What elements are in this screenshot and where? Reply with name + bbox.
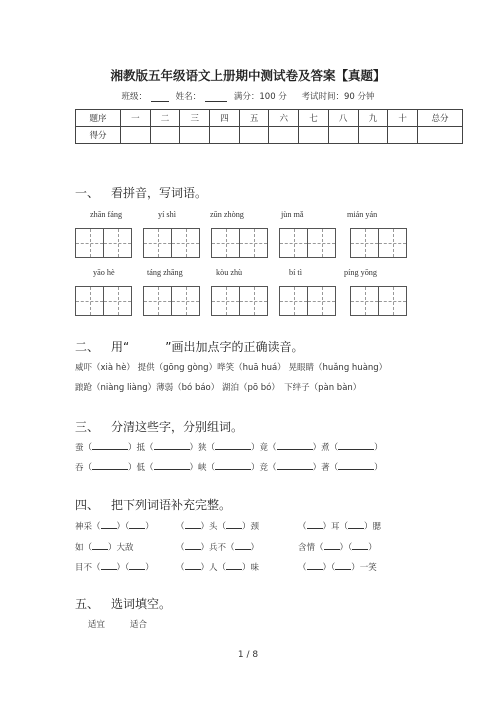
pinyin-label: yāo hè: [93, 268, 115, 277]
pinyin-label: bí tì: [289, 268, 302, 277]
idiom-item: [176, 561, 259, 573]
answer-blank[interactable]: [101, 520, 117, 529]
score-cell[interactable]: [388, 127, 418, 144]
section-number: 二、: [75, 340, 100, 354]
idiom-text: ）味: [242, 563, 260, 573]
idiom-text: ）耳（: [322, 522, 349, 532]
answer-blank[interactable]: [92, 461, 128, 470]
idiom-item: [298, 561, 377, 573]
char-prompt: ）煮（: [312, 443, 339, 453]
pinyin-label: zūn zhòng: [210, 210, 244, 219]
idiom-text: （: [176, 522, 185, 532]
header-cell: 七: [299, 110, 329, 127]
writing-grid[interactable]: [143, 228, 200, 258]
score-table: [75, 109, 463, 144]
char-prompt: ）狭（: [189, 443, 216, 453]
idiom-item: [75, 561, 154, 573]
name-blank[interactable]: [205, 92, 227, 102]
answer-blank[interactable]: [154, 461, 190, 470]
answer-blank[interactable]: [307, 520, 323, 529]
pinyin-label: táng zhāng: [147, 268, 183, 277]
answer-blank[interactable]: [235, 541, 251, 550]
answer-blank[interactable]: [277, 441, 313, 450]
class-blank[interactable]: [151, 92, 169, 102]
page-title: 湘教版五年级语文上册期中测试卷及答案【真题】: [110, 68, 386, 83]
score-cell[interactable]: [180, 127, 210, 144]
word-group-line-2: [75, 461, 383, 473]
idiom-text: ）: [145, 522, 154, 532]
idiom-text: （: [298, 522, 307, 532]
section-title: 分清这些字，分别组词。: [111, 420, 244, 434]
score-cell[interactable]: [239, 127, 269, 144]
word-group-line-1: [75, 441, 383, 453]
exam-info: [0, 90, 496, 102]
idiom-text: ）人（: [200, 563, 227, 573]
char-prompt: ）: [374, 463, 383, 473]
idiom-text: ）腮: [364, 522, 382, 532]
score-cell[interactable]: [121, 127, 151, 144]
idiom-item: [176, 541, 259, 553]
section-1-heading: [75, 184, 207, 201]
page-number: 1 / 8: [237, 650, 259, 660]
section-5-heading: [75, 595, 171, 612]
char-prompt: ）抵（: [128, 443, 154, 453]
pinyin-label: yí shì: [158, 210, 176, 219]
answer-blank[interactable]: [338, 441, 374, 450]
char-prompt: ）低（: [128, 463, 154, 473]
idiom-text: ）: [250, 543, 260, 553]
answer-blank[interactable]: [277, 461, 313, 470]
header-cell: 六: [269, 110, 299, 127]
answer-blank[interactable]: [307, 561, 323, 570]
section-title: 选词填空。: [111, 597, 172, 611]
word-choice-2: 适合: [130, 620, 148, 630]
idiom-text: 含情（: [298, 543, 324, 553]
idiom-text: （: [176, 543, 185, 553]
idiom-item: [298, 541, 377, 553]
score-label: 满分：100 分: [233, 92, 287, 102]
score-cell[interactable]: [150, 127, 180, 144]
idiom-text: ）: [368, 543, 377, 553]
header-cell: 九: [358, 110, 388, 127]
idiom-text: ）颈: [242, 522, 260, 532]
answer-blank[interactable]: [338, 461, 374, 470]
char-prompt: ）竞（: [251, 463, 277, 473]
answer-blank[interactable]: [352, 541, 368, 550]
writing-grid[interactable]: [143, 286, 200, 316]
idiom-text: 目不（: [75, 563, 101, 573]
idiom-text: ）（: [116, 522, 130, 532]
writing-grid[interactable]: [75, 228, 132, 258]
pinyin-label: jùn mǎ: [281, 210, 304, 219]
header-cell: 一: [121, 110, 151, 127]
idiom-text: ）大敌: [108, 543, 134, 553]
score-table-row: [76, 127, 463, 144]
writing-grid[interactable]: [279, 228, 336, 258]
header-cell: 十: [388, 110, 418, 127]
char-prompt: ）竟（: [251, 443, 277, 453]
idiom-text: ）（: [339, 543, 353, 553]
header-cell: 五: [239, 110, 269, 127]
writing-grid[interactable]: [75, 286, 132, 316]
header-cell: 四: [210, 110, 240, 127]
answer-blank[interactable]: [92, 441, 128, 450]
idiom-item: [298, 520, 381, 532]
section-number: 四、: [75, 498, 100, 512]
section-4-heading: [75, 496, 231, 513]
answer-blank[interactable]: [215, 441, 251, 450]
section-2-heading: [75, 338, 303, 355]
answer-blank[interactable]: [185, 541, 201, 550]
idiom-text: ）兵不（: [200, 543, 235, 553]
writing-grid[interactable]: [350, 286, 407, 316]
score-cell[interactable]: [210, 127, 240, 144]
answer-blank[interactable]: [129, 520, 145, 529]
name-label: 姓名：: [175, 92, 202, 102]
answer-blank[interactable]: [101, 561, 117, 570]
section-title: 看拼音，写词语。: [111, 186, 208, 200]
pinyin-label: kòu zhù: [216, 268, 243, 277]
idiom-item: [176, 520, 259, 532]
reading-line-1: 威吓（xià hè） 提供（gōng gòng）哗笑（huā huá） 晃眼睛（huǎng huàng）: [75, 363, 388, 373]
writing-grid[interactable]: [279, 286, 336, 316]
idiom-text: （: [176, 563, 185, 573]
answer-blank[interactable]: [215, 461, 251, 470]
idiom-text: ）（: [322, 563, 336, 573]
answer-blank[interactable]: [154, 441, 190, 450]
header-cell: 八: [328, 110, 358, 127]
header-cell: 二: [150, 110, 180, 127]
answer-blank[interactable]: [92, 541, 108, 550]
pinyin-label: mián yán: [347, 210, 378, 219]
score-cell[interactable]: [269, 127, 299, 144]
idiom-text: 如（: [75, 543, 93, 553]
score-cell[interactable]: [299, 127, 329, 144]
answer-blank[interactable]: [335, 561, 351, 570]
class-label: 班级：: [121, 92, 147, 102]
idiom-item: [75, 541, 134, 553]
idiom-text: （: [298, 563, 307, 573]
idiom-item: [75, 520, 154, 532]
char-prompt: ）: [374, 443, 383, 453]
idiom-text: ）头（: [200, 522, 227, 532]
score-table-header: [76, 110, 463, 127]
writing-grid[interactable]: [350, 228, 407, 258]
section-number: 一、: [75, 186, 100, 200]
answer-blank[interactable]: [185, 520, 201, 529]
writing-grid[interactable]: [211, 286, 268, 316]
char-prompt: 吞（: [75, 463, 93, 473]
char-prompt: ）峡（: [189, 463, 216, 473]
char-prompt: 蚕（: [75, 443, 93, 453]
section-title: 把下列词语补充完整。: [111, 498, 232, 512]
score-cell[interactable]: [328, 127, 358, 144]
score-cell[interactable]: [358, 127, 388, 144]
answer-blank[interactable]: [226, 520, 242, 529]
pinyin-label: píng yōng: [344, 268, 377, 277]
answer-blank[interactable]: [185, 561, 201, 570]
idiom-text: ）一笑: [351, 563, 377, 573]
header-cell: 题序: [76, 110, 121, 127]
section-number: 五、: [75, 597, 100, 611]
idiom-text: ）: [145, 563, 154, 573]
idiom-text: ）（: [116, 563, 130, 573]
row-label: 得分: [76, 127, 121, 144]
char-prompt: ）著（: [312, 463, 339, 473]
header-cell: 三: [180, 110, 210, 127]
section-number: 三、: [75, 420, 100, 434]
writing-grid[interactable]: [211, 228, 268, 258]
word-choice-1: 适宜: [88, 620, 106, 630]
section-title: 用“ ”画出加点字的正确读音。: [111, 340, 304, 354]
section-3-heading: [75, 418, 243, 435]
reading-line-2: 踉跄（niàng liàng）薄弱（bó báo） 湖泊（pō bó） 下绊子（pàn bàn）: [75, 383, 362, 393]
header-cell: 总分: [418, 110, 463, 127]
answer-blank[interactable]: [324, 541, 340, 550]
time-label: 考试时间：90 分钟: [301, 92, 375, 102]
answer-blank[interactable]: [348, 520, 364, 529]
idiom-text: 神采（: [75, 522, 101, 532]
answer-blank[interactable]: [129, 561, 145, 570]
score-cell[interactable]: [418, 127, 463, 144]
answer-blank[interactable]: [226, 561, 242, 570]
pinyin-label: zhān fáng: [90, 210, 123, 219]
